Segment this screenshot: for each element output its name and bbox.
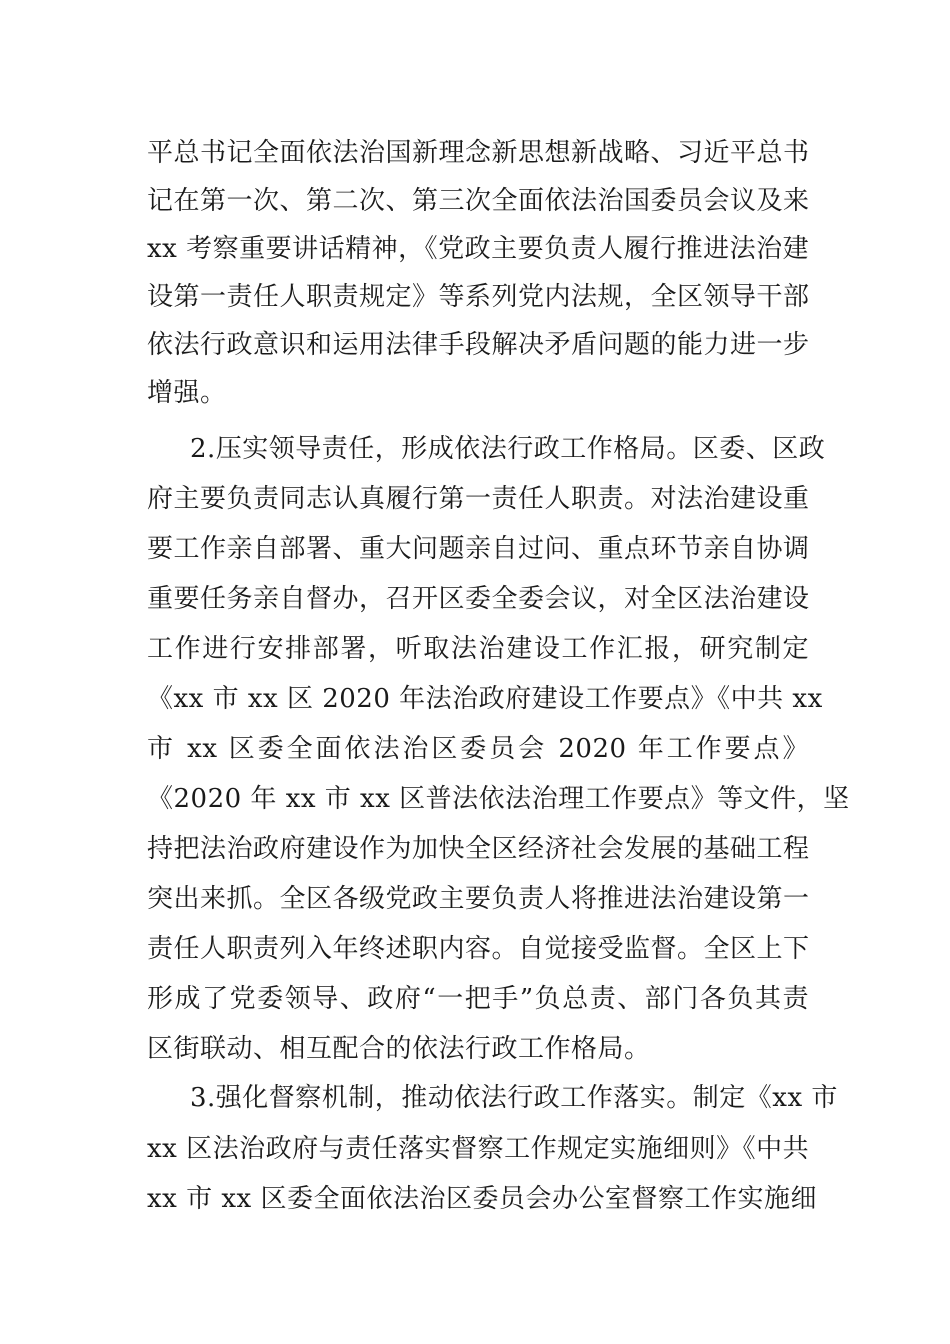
- text-line: 持把法治政府建设作为加快全区经济社会发展的基础工程: [147, 834, 810, 864]
- paragraph-start-line: 2.压实领导责任，形成依法行政工作格局。区委、区政: [190, 434, 826, 464]
- text-line: 《xx 市 xx 区 2020 年法治政府建设工作要点》《中共 xx: [147, 684, 823, 714]
- text-line: xx 市 xx 区委全面依法治区委员会办公室督察工作实施细: [147, 1184, 817, 1214]
- text-line: 区街联动、相互配合的依法行政工作格局。: [147, 1034, 651, 1064]
- text-line: 设第一责任人职责规定》等系列党内法规，全区领导干部: [147, 282, 810, 312]
- text-line: 形成了党委领导、政府“一把手”负总责、部门各负其责: [147, 984, 809, 1014]
- text-line: xx 考察重要讲话精神，《党政主要负责人履行推进法治建: [147, 234, 810, 264]
- text-line: xx 区法治政府与责任落实督察工作规定实施细则》《中共: [147, 1134, 810, 1164]
- text-line: 《2020 年 xx 市 xx 区普法依法治理工作要点》等文件，坚: [147, 784, 850, 814]
- text-line: 工作进行安排部署，听取法治建设工作汇报，研究制定: [147, 634, 809, 664]
- text-line: 府主要负责同志认真履行第一责任人职责。对法治建设重: [147, 484, 810, 514]
- text-line: 突出来抓。全区各级党政主要负责人将推进法治建设第一: [147, 884, 810, 914]
- paragraph-start-line: 3.强化督察机制，推动依法行政工作落实。制定《xx 市: [190, 1083, 838, 1113]
- text-line: 要工作亲自部署、重大问题亲自过问、重点环节亲自协调: [147, 534, 810, 564]
- text-line: 增强。: [147, 378, 227, 408]
- text-line: 重要任务亲自督办，召开区委全委会议，对全区法治建设: [147, 584, 810, 614]
- text-line: 市 xx 区委全面依法治区委员会 2020 年工作要点》: [147, 734, 809, 764]
- text-line: 平总书记全面依法治国新理念新思想新战略、习近平总书: [147, 138, 810, 168]
- text-line: 记在第一次、第二次、第三次全面依法治国委员会议及来: [147, 186, 810, 216]
- text-line: 依法行政意识和运用法律手段解决矛盾问题的能力进一步: [147, 330, 810, 360]
- text-line: 责任人职责列入年终述职内容。自觉接受监督。全区上下: [147, 934, 810, 964]
